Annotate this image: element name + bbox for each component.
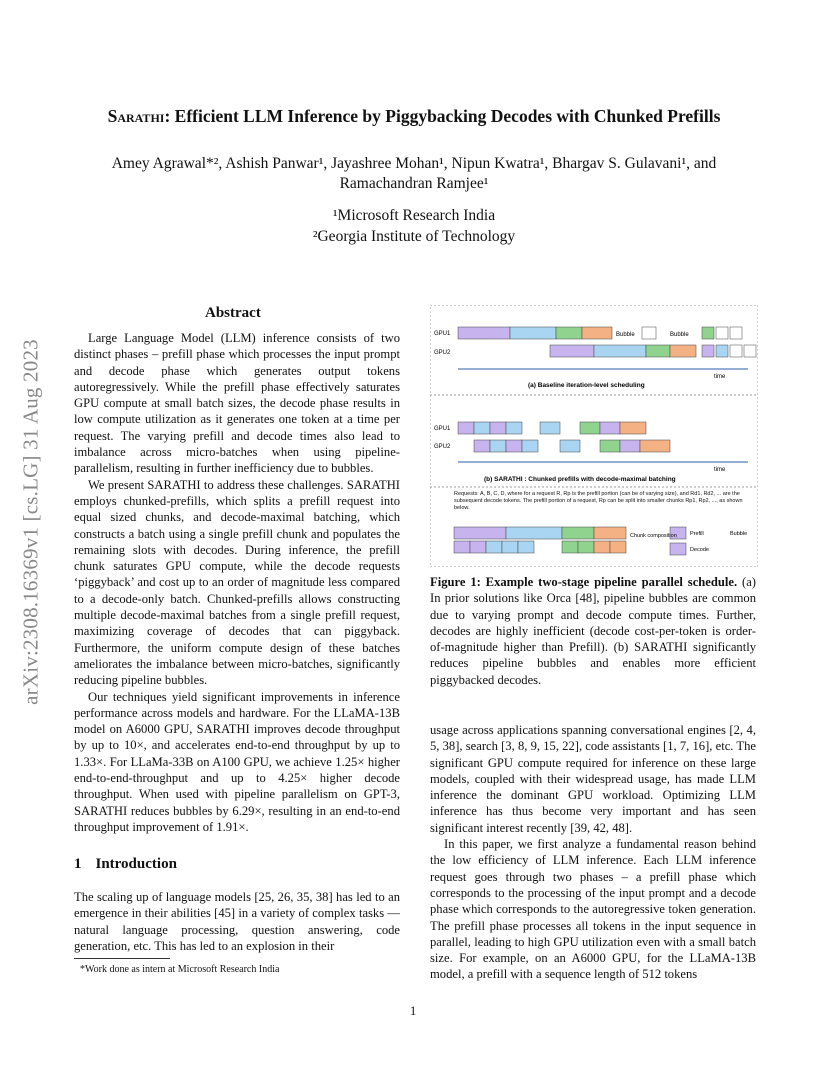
intro-right-text xyxy=(430,722,756,983)
chunk-composition-legend xyxy=(454,527,686,555)
gpu1-row-b xyxy=(458,422,646,434)
gpu2-label-b: GPU2 xyxy=(434,444,451,450)
subfigure-a-title: (a) Baseline iteration-level scheduling xyxy=(528,382,645,389)
gpu1-label-b: GPU1 xyxy=(434,426,451,432)
bubble-label-2: Bubble xyxy=(670,332,689,338)
bubble-label-1: Bubble xyxy=(616,332,635,338)
footnote: *Work done as intern at Microsoft Research India xyxy=(80,964,280,975)
gpu2-row-b xyxy=(474,440,670,452)
figure-caption: Figure 1: Example two-stage pipeline parallel schedule. (a) In prior solutions like Orca [48], pipeline bubbles are common due to varying prompt and decode compute times. Further, decodes are highly inefficient (decode cost-per-token is order-of-magnitude higher than Prefill). (b) SARATHI significantly reduces pipeline bubbles and enables more efficient piggybacked decodes. xyxy=(430,575,756,687)
intro-left-text xyxy=(74,889,400,954)
gpu1-row-a xyxy=(458,327,742,339)
authors-line-1: Amey Agrawal*², Ashish Panwar¹, Jayashree Mohan¹, Nipun Kwatra¹, Bhargav S. Gulavani¹, and xyxy=(111,155,717,172)
legend-chunk-label: Chunk composition xyxy=(630,533,677,539)
time-label-a: time xyxy=(714,374,726,380)
affiliations xyxy=(100,205,728,247)
arxiv-sidebar xyxy=(8,282,54,762)
legend-decode-label: Decode xyxy=(690,547,709,553)
footnote-rule xyxy=(74,958,170,959)
authors-line-2: Ramachandran Ramjee¹ xyxy=(339,175,489,192)
gpu1-label-a: GPU1 xyxy=(434,331,451,337)
arxiv-identifier: arXiv:2308.16369v1 [cs.LG] 31 Aug 2023 xyxy=(18,339,43,705)
abstract-body xyxy=(74,330,400,835)
affiliation-1: ¹Microsoft Research India xyxy=(332,207,496,224)
abstract-paragraph-3: Our techniques yield significant improvements in inference performance across models and hardware. For the LLaMA-13B model on A6000 GPU, SARATHI improves decode throughput by up to 10×, and accelerates end-to-end throughput by up to 1.33×. For LLaMa-33B on A100 GPU, we achieve 1.25× higher end-to-end-throughput and up to 4.25× higher decode throughput. When used with pipeline parallelism on GPT-3, SARATHI reduces bubbles by 6.29×, resulting in an end-to-end throughput improvement of 1.91×. xyxy=(74,689,400,834)
legend-bubble-label: Bubble xyxy=(730,531,748,537)
abstract-paragraph-1: Large Language Model (LLM) inference consists of two distinct phases – prefill phase which processes the input prompt and decode phase which generates output tokens autoregressively. While the prefill phase effectively saturates GPU compute at small batch sizes, the decode phase results in low compute utilization as it generates one token at a time per request. The varying prefill and decode times also lead to imbalance across micro-batches when using pipeline-parallelism, resulting in further inefficiency due to bubbles. xyxy=(74,331,400,476)
time-label-b: time xyxy=(714,467,726,473)
page-number: 1 xyxy=(410,1004,417,1018)
intro-paragraph-3: In this paper, we first analyze a fundamental reason behind the low efficiency of LLM inference. Each LLM inference request goes through two phases – a prefill phase which corresponds to the processing of the input prompt and a decode phase which corresponds to the autoregressive token generation. The prefill phase processes all tokens in the input sequence in parallel, leading to high GPU utilization even with a small batch size. For example, on an A6000 GPU, for the LLaMA-13B model, a prefill with a sequence length of 512 tokens xyxy=(430,837,756,982)
figure-1 xyxy=(430,305,758,567)
pipeline-schedule-diagram xyxy=(430,305,758,567)
intro-paragraph-1: The scaling up of language models [25, 26, 35, 38] has led to an emergence in their abilities [45] in a variety of complex tasks — natural language processing, question answering, code generation, etc. This has led to an explosion in their xyxy=(74,890,400,953)
abstract-paragraph-2: We present SARATHI to address these challenges. SARATHI employs chunked-prefills, which splits a prefill request into equal sized chunks, and decode-maximal batching, which constructs a batch using a single prefill chunk and populates the remaining slots with decodes. During inference, the prefill chunk saturates GPU compute, while the decode requests ‘piggyback’ and cost up to an order of magnitude less compared to a decode-only batch. Chunked-prefills allows constructing multiple decode-maximal batches from a single prefill request, maximizing coverage of decodes that can piggyback. Furthermore, the uniform compute design of these batches ameliorates the imbalance between micro-batches, significantly reducing pipeline bubbles. xyxy=(74,477,400,688)
figure-note: Requests: A, B, C, D, where for a request R, Rp is the prefill portion (can be of varying size), and Rd1, Rd2, ... are the subsequent decode tokens. The prefill portion of a request, Rp can be split into smaller chunks Rp1, Rp2, ..., as shown below. xyxy=(454,491,743,511)
gpu2-row-a xyxy=(550,345,756,357)
legend-prefill-label: Prefill xyxy=(690,531,704,537)
intro-paragraph-2: usage across applications spanning conversational engines [2, 4, 5, 38], search [3, 8, 9, 15, 22], code assistants [1, 7, 16], etc. The significant GPU compute required for inference on these large models, coupled with their widespread usage, has made LLM inference the dominant GPU workload. Optimizing LLM inference has thus become very important and has seen significant interest recently [39, 42, 48]. xyxy=(430,723,756,835)
abstract-heading: Abstract xyxy=(205,305,261,321)
section-heading-introduction: 1 Introduction xyxy=(74,856,177,872)
gpu2-label-a: GPU2 xyxy=(434,350,451,356)
affiliation-2: ²Georgia Institute of Technology xyxy=(312,228,516,245)
author-list xyxy=(60,154,768,194)
subfigure-b-title: (b) SARATHI : Chunked prefills with decode-maximal batching xyxy=(484,476,676,483)
paper-title: Sarathi: Efficient LLM Inference by Piggybacking Decodes with Chunked Prefills xyxy=(107,106,721,126)
